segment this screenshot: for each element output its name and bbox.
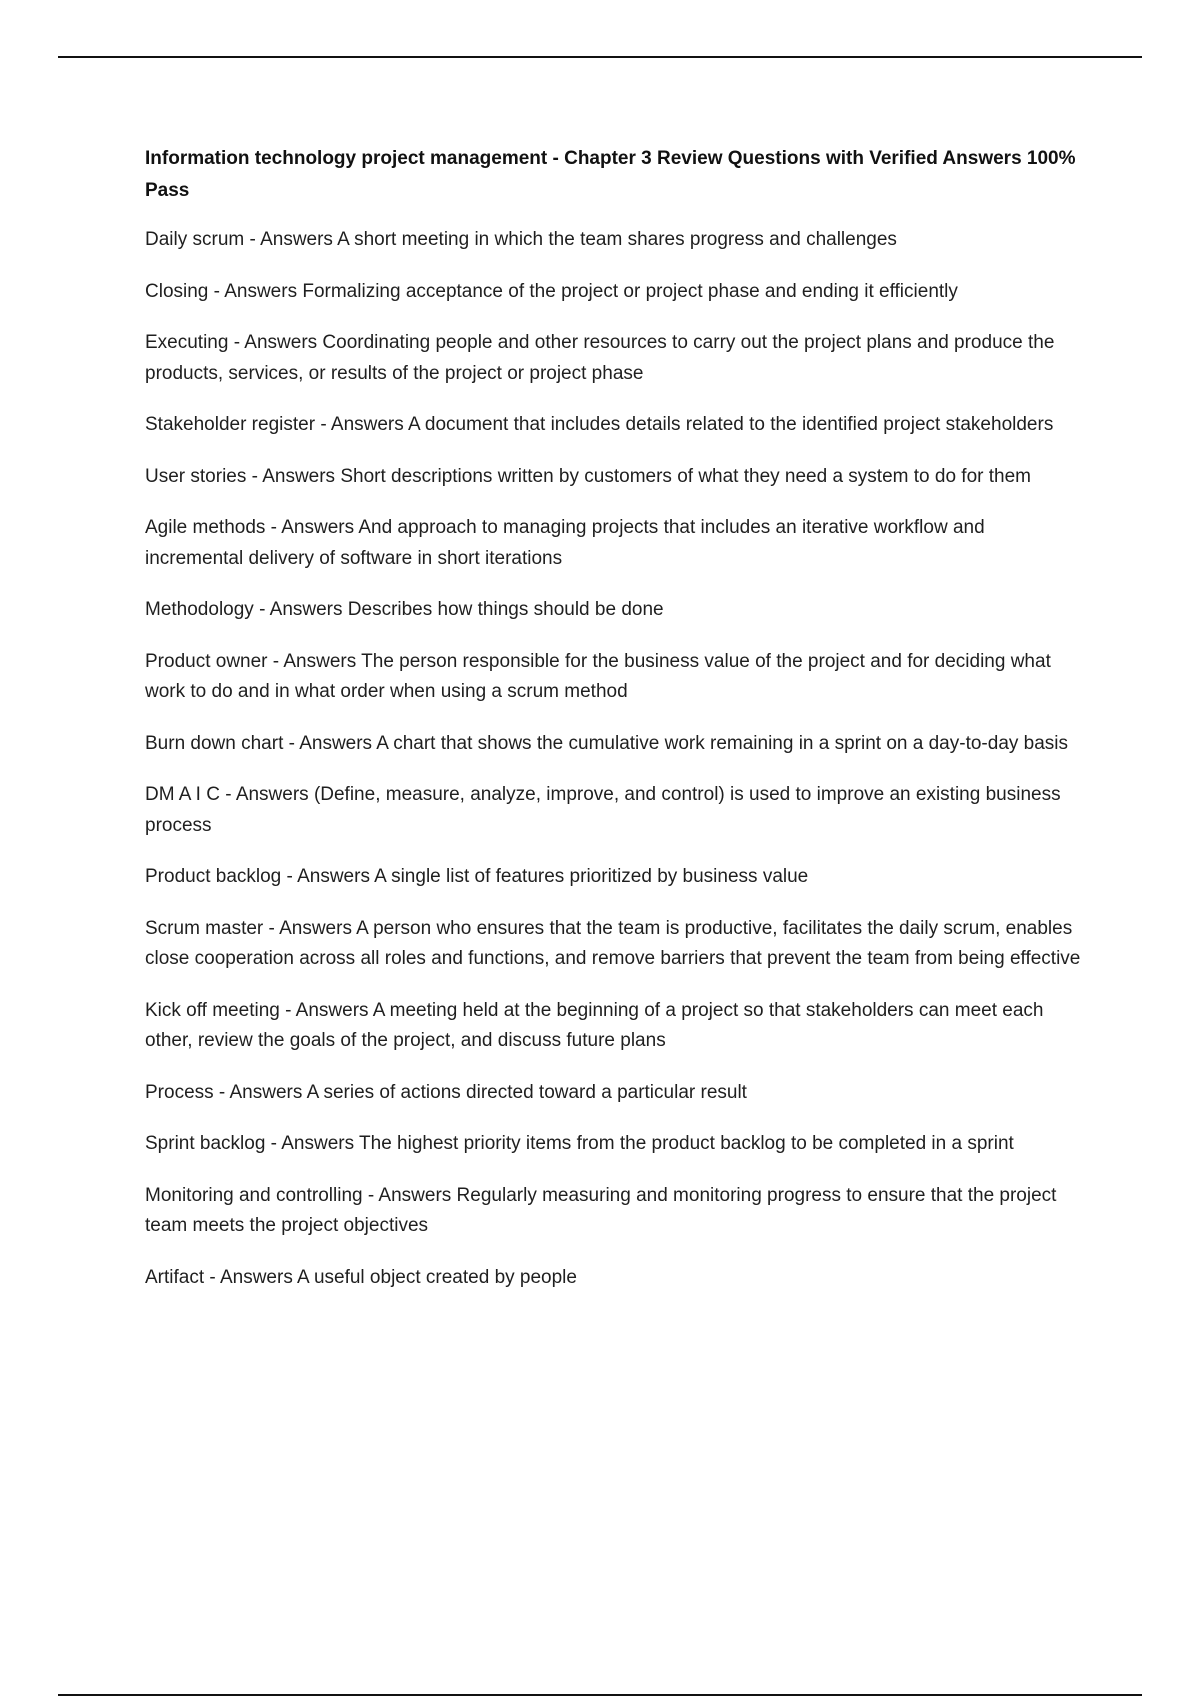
document-title: Information technology project management - Chapter 3 Review Questions with Verified Answers 100% Pass xyxy=(145,148,1076,201)
entry-definition: Answers Short descriptions written by customers of what they need a system to do for them xyxy=(262,465,1031,487)
entry-definition: Answers The highest priority items from the product backlog to be completed in a sprint xyxy=(281,1133,1014,1154)
entry-definition: Answers A series of actions directed toward a particular result xyxy=(229,1081,747,1103)
header-rule xyxy=(58,56,1142,58)
entry-term: Executing - xyxy=(145,332,244,353)
entry-term: DM A I C - xyxy=(145,784,236,805)
entry-term: Closing - xyxy=(145,281,224,302)
entry-definition: Answers A single list of features prioritized by business value xyxy=(297,866,809,887)
glossary-entry xyxy=(145,914,1085,975)
entry-term: Artifact - xyxy=(145,1267,220,1288)
glossary-entry xyxy=(145,328,1085,389)
glossary-entry xyxy=(145,1263,1085,1294)
glossary-entry xyxy=(145,462,1085,493)
entry-definition: Answers A short meeting in which the team shares progress and challenges xyxy=(260,229,897,250)
glossary-entry xyxy=(145,862,1085,893)
entry-term: Daily scrum - xyxy=(145,229,260,250)
entry-term: Process - xyxy=(145,1082,229,1103)
entry-term: Product backlog - xyxy=(145,866,297,887)
entry-definition: Answers A person who ensures that the team is productive, facilitates the daily scrum, enables close cooperation across all roles and functions, and remove barriers that prevent the team from being effective xyxy=(145,917,1081,969)
entry-term: Agile methods - xyxy=(145,517,281,538)
glossary-entry xyxy=(145,996,1085,1057)
glossary-entry xyxy=(145,647,1085,708)
entry-term: Sprint backlog - xyxy=(145,1133,281,1154)
entry-definition: Answers Coordinating people and other resources to carry out the project plans and produce the products, services, or results of the project or project phase xyxy=(145,332,1055,384)
entry-term: Burn down chart - xyxy=(145,733,299,754)
entry-definition: Answers Regularly measuring and monitoring progress to ensure that the project team meets the project objectives xyxy=(145,1184,1057,1236)
glossary-entry xyxy=(145,595,1085,626)
entry-definition: Answers And approach to managing projects that includes an iterative workflow and incremental delivery of software in short iterations xyxy=(145,517,985,569)
entry-term: Methodology - xyxy=(145,599,270,620)
glossary-entry xyxy=(145,729,1085,760)
glossary-list xyxy=(145,225,1085,1293)
entry-definition: Answers The person responsible for the business value of the project and for deciding what work to do and in what order when using a scrum method xyxy=(145,650,1051,702)
glossary-entry xyxy=(145,1078,1085,1109)
glossary-entry xyxy=(145,1181,1085,1242)
glossary-entry xyxy=(145,225,1085,256)
entry-term: Scrum master - xyxy=(145,918,279,939)
glossary-entry xyxy=(145,1129,1085,1160)
glossary-entry xyxy=(145,513,1085,574)
entry-term: Monitoring and controlling - xyxy=(145,1185,378,1206)
entry-term: Kick off meeting - xyxy=(145,1000,296,1021)
document-body xyxy=(145,143,1085,1314)
entry-definition: Answers A useful object created by people xyxy=(219,1266,577,1288)
glossary-entry xyxy=(145,277,1085,308)
entry-term: Stakeholder register - xyxy=(145,414,331,435)
entry-definition: Answers A chart that shows the cumulative work remaining in a sprint on a day-to-day basis xyxy=(299,732,1069,754)
entry-definition: Answers Describes how things should be done xyxy=(269,599,664,620)
glossary-entry xyxy=(145,780,1085,841)
entry-definition: Answers A document that includes details related to the identified project stakeholders xyxy=(330,414,1054,435)
entry-term: User stories - xyxy=(145,466,262,487)
entry-definition: Answers (Define, measure, analyze, improve, and control) is used to improve an existing business process xyxy=(145,784,1061,836)
entry-term: Product owner - xyxy=(145,651,283,672)
entry-definition: Answers Formalizing acceptance of the project or project phase and ending it efficiently xyxy=(224,280,958,302)
footer-rule xyxy=(58,1694,1142,1696)
entry-definition: Answers A meeting held at the beginning of a project so that stakeholders can meet each other, review the goals of the project, and discuss future plans xyxy=(145,999,1044,1051)
glossary-entry xyxy=(145,410,1085,441)
